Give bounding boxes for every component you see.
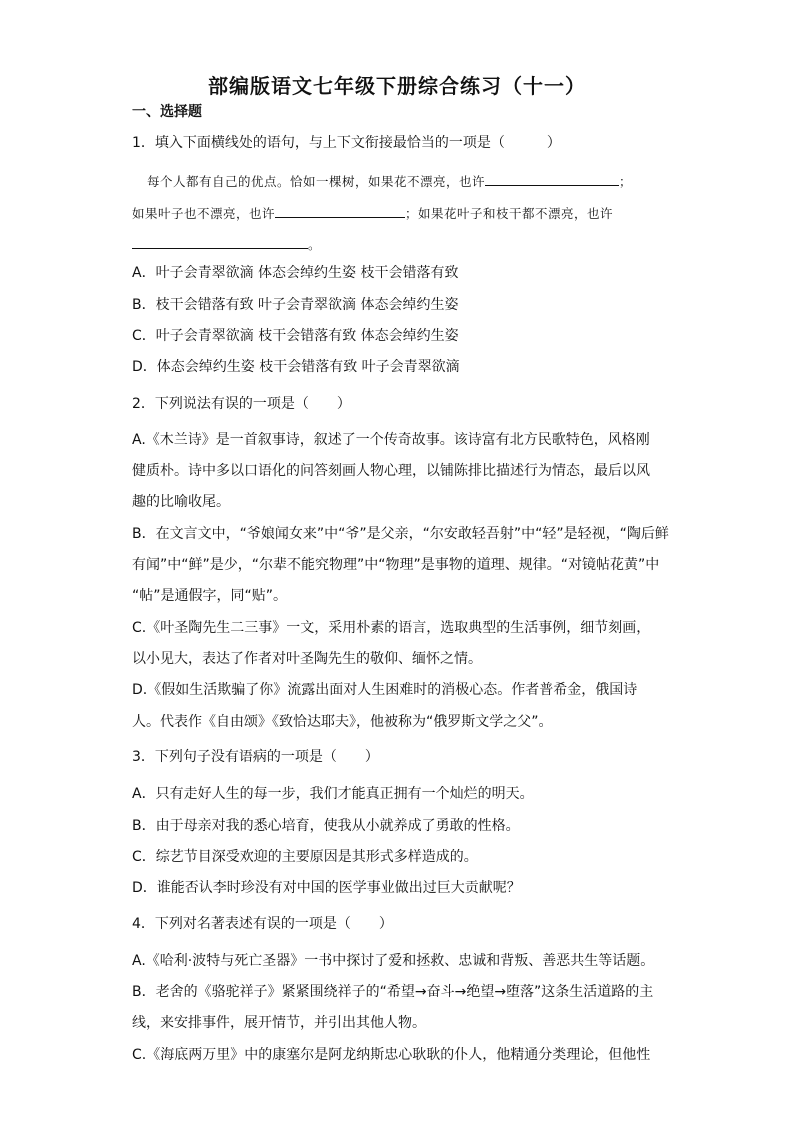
q1-option-d[interactable]: D．体态会绰约生姿 枝干会错落有致 叶子会青翠欲滴 (132, 359, 460, 375)
answer-blank-2[interactable] (275, 203, 405, 218)
q1-passage-text-2a: 如果叶子也不漂亮，也许 (132, 206, 276, 221)
q1-option-a[interactable]: A．叶子会青翠欲滴 体态会绰约生姿 枝干会错落有致 (132, 265, 459, 281)
section-heading: 一、选择题 (132, 104, 202, 120)
answer-blank-1[interactable] (485, 171, 619, 186)
q4-option-b-line-1[interactable]: B．老舍的《骆驼祥子》紧紧围绕祥子的“希望→奋斗→绝望→堕落”这条生活道路的主 (132, 984, 654, 1000)
q3-option-b[interactable]: B．由于母亲对我的悉心培育，使我从小就养成了勇敢的性格。 (132, 818, 520, 834)
q2-option-b-line-3: “帖”是通假字，同“贴”。 (132, 588, 288, 604)
q3-stem: 3．下列句子没有语病的一项是（ ） (132, 749, 379, 765)
q2-option-a-line-2: 健质朴。诗中多以口语化的问答刻画人物心理，以铺陈排比描述行为情态，最后以风 (132, 463, 650, 479)
q3-option-a[interactable]: A．只有走好人生的每一步，我们才能真正拥有一个灿烂的明天。 (132, 786, 534, 802)
q2-option-d-line-2: 人。代表作《自由颂》《致恰达耶夫》，他被称为“俄罗斯文学之父”。 (132, 714, 553, 730)
q2-option-d-line-1[interactable]: D.《假如生活欺骗了你》流露出面对人生困难时的消极心态。作者普希金，俄国诗 (132, 682, 638, 698)
q2-option-b-line-1[interactable]: B．在文言文中，“爷娘闻女来”中“爷”是父亲，“尔安敢轻吾射”中“轻”是轻视，“陶后鲜 (132, 526, 669, 542)
q2-option-a-line-3: 趣的比喻收尾。 (132, 494, 230, 510)
q4-option-a[interactable]: A.《哈利·波特与死亡圣器》一书中探讨了爱和拯救、忠诚和背叛、善恶共生等话题。 (132, 953, 655, 969)
q4-option-b-line-2: 线，来安排事件，展开情节，并引出其他人物。 (132, 1015, 426, 1031)
q1-passage-line-2 (132, 203, 613, 224)
q1-passage-line-1 (147, 171, 632, 192)
q1-passage-line-3 (132, 234, 321, 255)
q4-stem: 4．下列对名著表述有误的一项是（ ） (132, 916, 393, 932)
page-title: 部编版语文七年级下册综合练习（十一） (208, 74, 586, 98)
q1-stem: 1．填入下面横线处的语句，与上下文衔接最恰当的一项是（ ） (132, 135, 561, 151)
q1-passage-punct-1: ； (619, 174, 633, 189)
q4-option-c-line-1[interactable]: C.《海底两万里》中的康塞尔是阿龙纳斯忠心耿耿的仆人，他精通分类理论，但他性 (132, 1047, 651, 1063)
q1-option-b[interactable]: B．枝干会错落有致 叶子会青翠欲滴 体态会绰约生姿 (132, 297, 459, 313)
q1-option-c[interactable]: C．叶子会青翠欲滴 枝干会错落有致 体态会绰约生姿 (132, 328, 459, 344)
q3-option-d[interactable]: D．谁能否认李时珍没有对中国的医学事业做出过巨大贡献呢？ (132, 880, 521, 896)
q2-option-a-line-1[interactable]: A.《木兰诗》是一首叙事诗，叙述了一个传奇故事。该诗富有北方民歌特色，风格刚 (132, 432, 650, 448)
q2-option-c-line-1[interactable]: C.《叶圣陶先生二三事》一文，采用朴素的语言，选取典型的生活事例，细节刻画， (132, 620, 651, 636)
q3-option-c[interactable]: C．综艺节目深受欢迎的主要原因是其形式多样造成的。 (132, 849, 478, 865)
q1-passage-punct-3: 。 (308, 237, 322, 252)
q1-passage-text-2b: ；如果花叶子和枝干都不漂亮，也许 (405, 206, 614, 221)
q2-stem: 2．下列说法有误的一项是（ ） (132, 396, 351, 412)
q1-passage-text-1: 每个人都有自己的优点。恰如一棵树，如果花不漂亮，也许 (147, 174, 486, 189)
answer-blank-3[interactable] (132, 234, 308, 249)
q2-option-c-line-2: 以小见大，表达了作者对叶圣陶先生的敬仰、缅怀之情。 (132, 651, 482, 667)
q2-option-b-line-2: 有闻”中“鲜”是少，“尔辈不能究物理”中“物理”是事物的道理、规律。“对镜帖花黄”中 (132, 557, 660, 573)
